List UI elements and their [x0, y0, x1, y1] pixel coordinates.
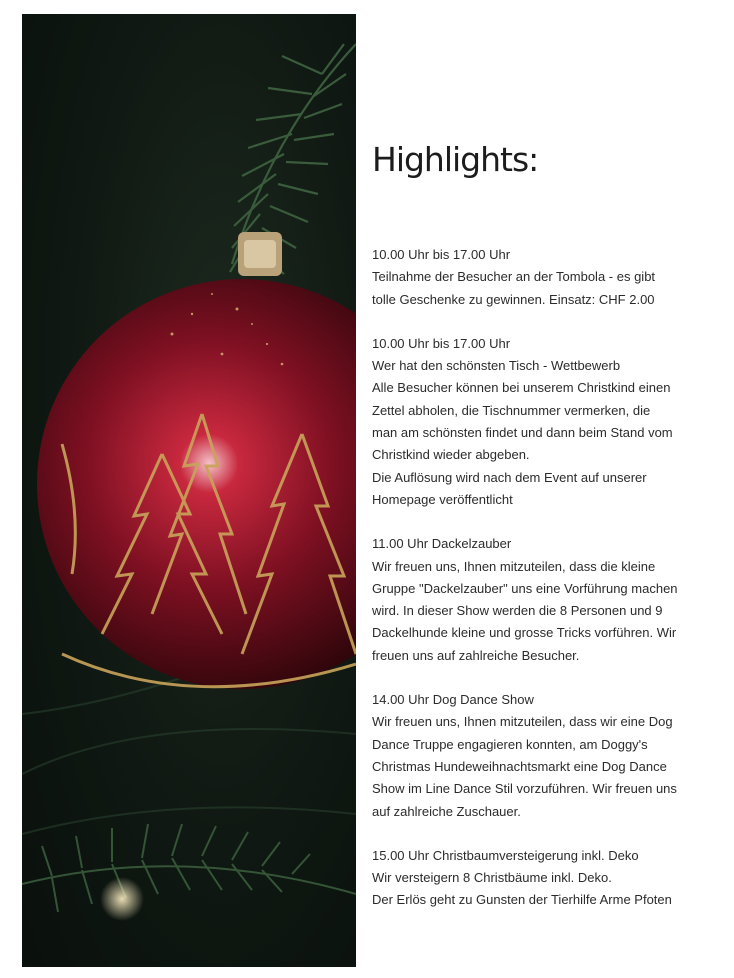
event-text: Christkind wieder abgeben. — [372, 447, 530, 463]
ornament-illustration — [22, 14, 356, 967]
event-text: Wer hat den schönsten Tisch - Wettbewerb — [372, 358, 621, 374]
event-text: Christmas Hundeweihnachtsmarkt eine Dog Dance — [372, 758, 667, 774]
event-dackelzauber — [372, 533, 692, 667]
event-text: man am schönsten findet und dann beim Stand vom — [372, 425, 673, 441]
event-text: Der Erlös geht zu Gunsten der Tierhilfe Arme Pfoten — [372, 892, 672, 908]
event-text: Alle Besucher können bei unserem Christkind einen — [372, 380, 671, 396]
event-text: Gruppe "Dackelzauber" uns eine Vorführung machen — [372, 580, 678, 596]
event-text: Wir freuen uns, Ihnen mitzuteilen, dass wir eine Dog — [372, 714, 673, 730]
event-text: wird. In dieser Show werden die 8 Personen und 9 — [372, 603, 663, 619]
event-text: Teilnahme der Besucher an der Tombola - es gibt — [372, 269, 656, 285]
event-time: 10.00 Uhr bis 17.00 Uhr — [372, 335, 511, 351]
event-text: Show im Line Dance Stil vorzuführen. Wir freuen uns — [372, 781, 677, 797]
event-text: Dackelhunde kleine und grosse Tricks vorführen. Wir — [372, 625, 677, 641]
event-text: Zettel abholen, die Tischnummer vermerken, die — [372, 402, 651, 418]
event-text: auf zahlreiche Zuschauer. — [372, 803, 521, 819]
event-text: Homepage veröffentlicht — [372, 491, 513, 507]
event-tombola — [372, 244, 692, 311]
event-time: 10.00 Uhr bis 17.00 Uhr — [372, 247, 511, 262]
event-text: Wir versteigern 8 Christbäume inkl. Deko. — [372, 870, 612, 886]
event-time: 11.00 Uhr Dackelzauber — [372, 536, 512, 552]
event-text: Dance Truppe engagieren konnten, am Doggy's — [372, 736, 648, 752]
event-text: freuen uns auf zahlreiche Besucher. — [372, 647, 580, 663]
event-time: 14.00 Uhr Dog Dance Show — [372, 692, 534, 708]
event-text: Wir freuen uns, Ihnen mitzuteilen, dass die kleine — [372, 558, 656, 574]
pine-branch-bottom — [22, 824, 356, 912]
event-text: tolle Geschenke zu gewinnen. Einsatz: CHF 2.00 — [372, 291, 655, 307]
event-christbaum-auction — [372, 845, 692, 912]
bokeh-light — [100, 877, 144, 921]
highlights-section — [372, 128, 692, 934]
event-table-contest — [372, 333, 692, 511]
christmas-ornament-photo — [22, 14, 356, 967]
ornament-ball — [37, 279, 356, 689]
event-text: Die Auflösung wird nach dem Event auf unserer — [372, 469, 647, 485]
page-title: Highlights: — [372, 140, 539, 179]
event-time: 15.00 Uhr Christbaumversteigerung inkl. Deko — [372, 847, 639, 863]
event-dog-dance-show — [372, 689, 692, 823]
